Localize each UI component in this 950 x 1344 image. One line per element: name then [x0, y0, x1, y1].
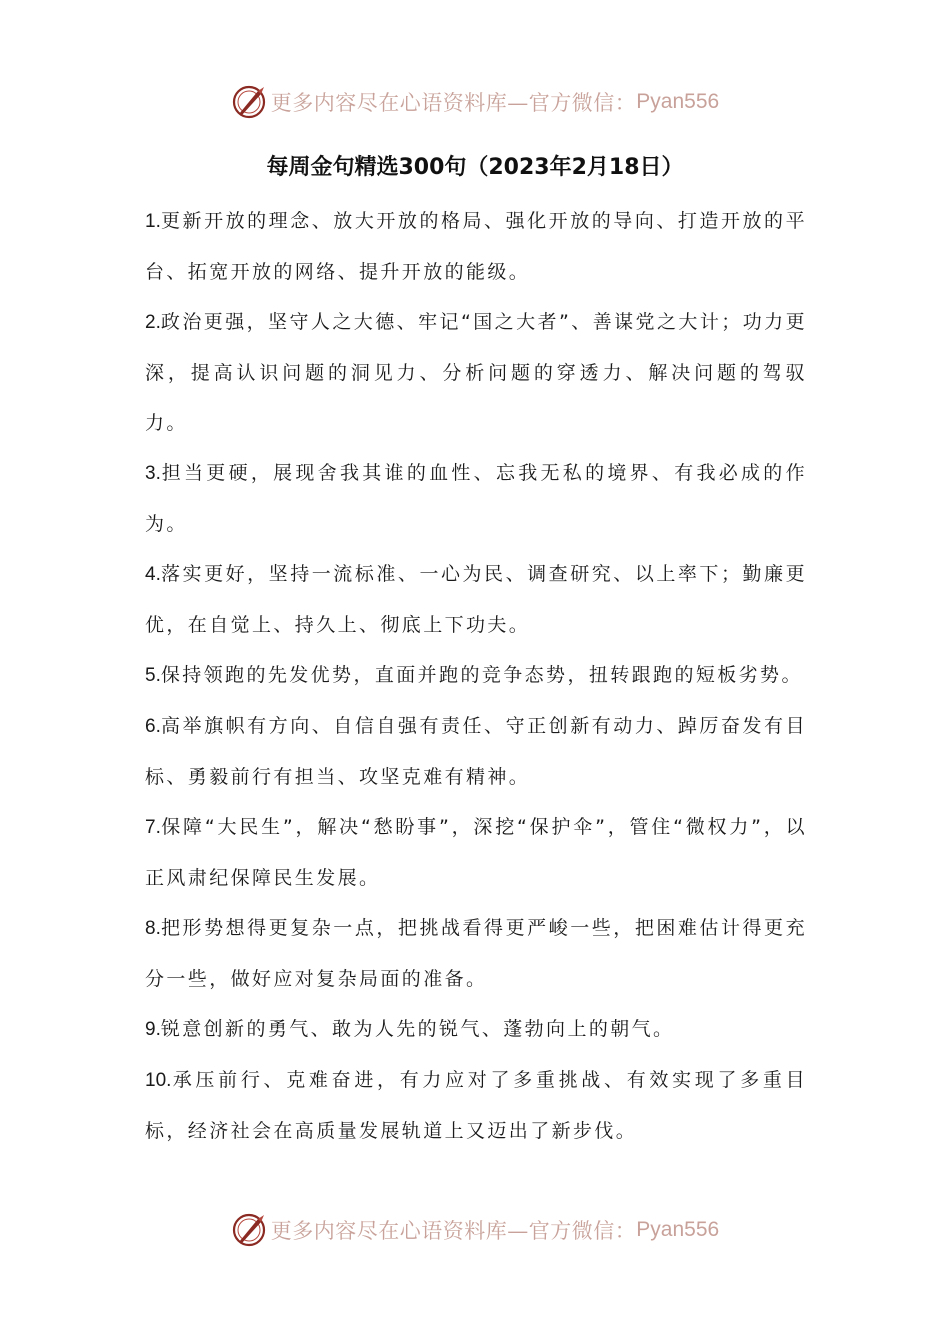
- banner-wechat-id: Pyan556: [636, 1218, 720, 1241]
- item-number: 10.: [145, 1070, 172, 1091]
- header-banner: [0, 80, 950, 124]
- item-number: 7.: [145, 817, 161, 838]
- list-item: [145, 650, 807, 701]
- item-text: 政治更强，坚守人之大德、牢记“国之大者”、善谋党之大计；功力更深，提高认识问题的洞见力、分析问题的穿透力、解决问题的驾驭力。: [145, 311, 807, 434]
- item-text: 高举旗帜有方向、自信自强有责任、守正创新有动力、踔厉奋发有目标、勇毅前行有担当、攻坚克难有精神。: [145, 715, 807, 788]
- footer-banner: [0, 1208, 950, 1252]
- list-item: [145, 549, 807, 650]
- banner-text: 更多内容尽在心语资料库—官方微信：: [270, 1219, 637, 1243]
- item-number: 4.: [145, 564, 161, 585]
- item-text: 保障“大民生”，解决“愁盼事”，深挖“保护伞”，管住“微权力”，以正风肃纪保障民生发展。: [145, 816, 807, 889]
- item-text: 担当更硬，展现舍我其谁的血性、忘我无私的境界、有我必成的作为。: [145, 462, 807, 535]
- banner-text: 更多内容尽在心语资料库—官方微信：: [270, 91, 637, 115]
- list-item: [145, 1055, 807, 1156]
- list-item: [145, 1004, 807, 1055]
- item-text: 锐意创新的勇气、敢为人先的锐气、蓬勃向上的朝气。: [160, 1018, 675, 1040]
- banner-wechat-id: Pyan556: [636, 90, 720, 113]
- list-item: [145, 903, 807, 1004]
- document-body: [145, 196, 807, 1156]
- quill-seal-icon: [231, 1212, 267, 1248]
- item-number: 9.: [145, 1019, 161, 1040]
- list-item: [145, 701, 807, 802]
- list-item: [145, 448, 807, 549]
- item-text: 落实更好，坚持一流标准、一心为民、调查研究、以上率下；勤廉更优，在自觉上、持久上、彻底上下功夫。: [145, 563, 807, 636]
- item-number: 5.: [145, 665, 161, 686]
- item-text: 把形势想得更复杂一点，把挑战看得更严峻一些，把困难估计得更充分一些，做好应对复杂局面的准备。: [145, 917, 807, 990]
- item-number: 6.: [145, 716, 161, 737]
- item-number: 1.: [145, 211, 161, 232]
- item-text: 保持领跑的先发优势，直面并跑的竞争态势，扭转跟跑的短板劣势。: [160, 664, 803, 686]
- document-title: 每周金句精选300句（2023年2月18日）: [266, 155, 684, 180]
- list-item: [145, 196, 807, 297]
- item-number: 2.: [145, 312, 161, 333]
- list-item: [145, 297, 807, 448]
- item-text: 承压前行、克难奋进，有力应对了多重挑战、有效实现了多重目标，经济社会在高质量发展轨道上又迈出了新步伐。: [145, 1069, 807, 1142]
- item-text: 更新开放的理念、放大开放的格局、强化开放的导向、打造开放的平台、拓宽开放的网络、提升开放的能级。: [145, 210, 807, 283]
- list-item: [145, 802, 807, 903]
- quill-seal-icon: [231, 84, 267, 120]
- item-number: 8.: [145, 918, 161, 939]
- item-number: 3.: [145, 463, 161, 484]
